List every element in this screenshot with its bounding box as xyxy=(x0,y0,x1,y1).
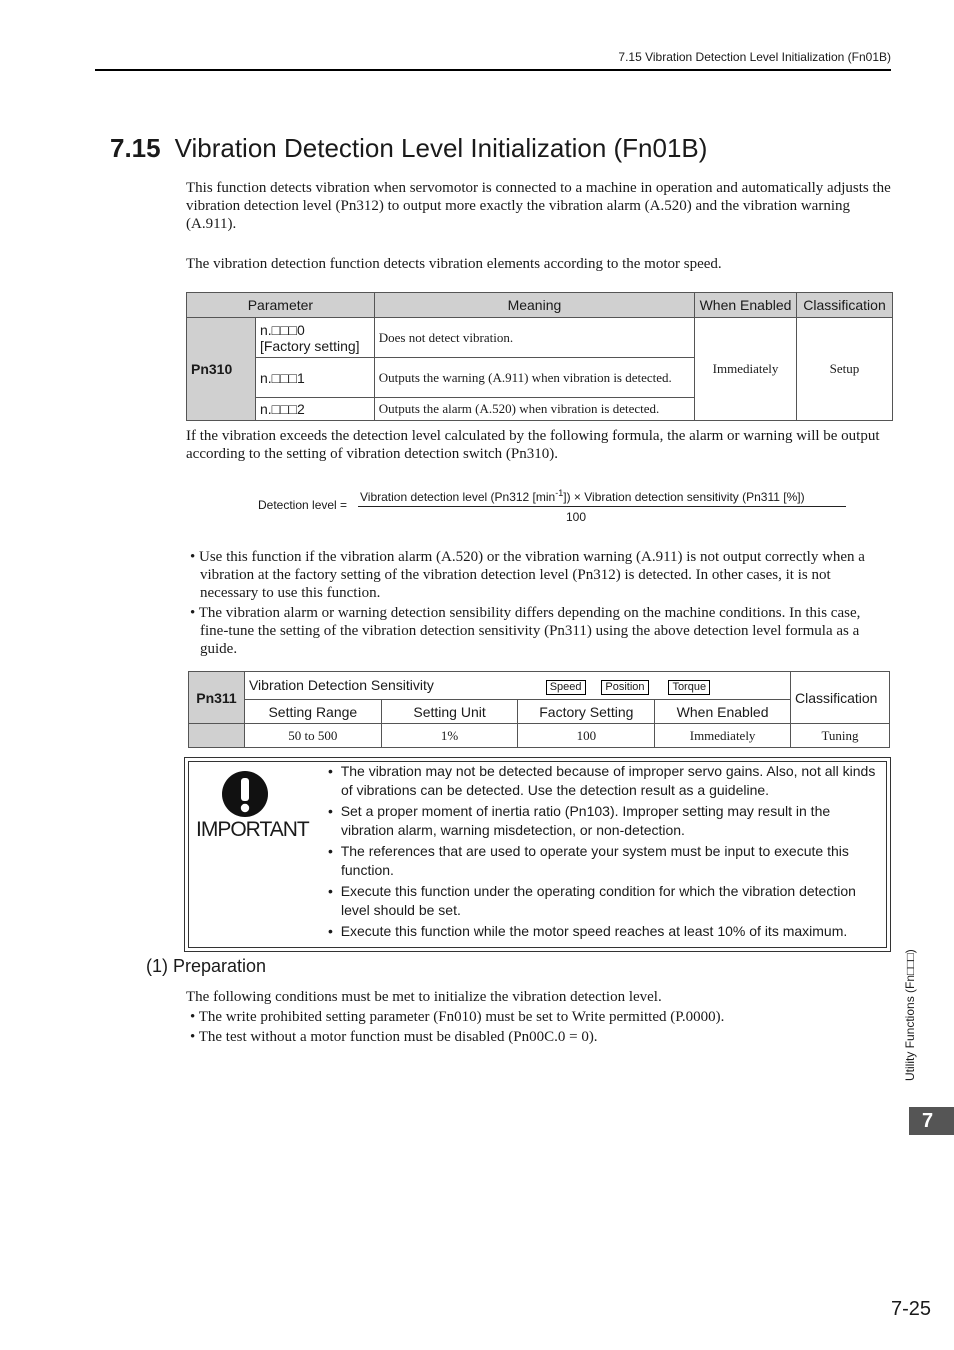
param-code: Pn311 xyxy=(189,672,245,724)
formula-label: Detection level = xyxy=(258,498,348,512)
intro-paragraph-2: The vibration detection function detects vibration elements according to the motor speed. xyxy=(186,256,722,272)
header-when-enabled: When Enabled xyxy=(655,700,791,724)
list-item: • The vibration may not be detected because of improper servo gains. Also, not all kinds of vibrations can be detected. Use the detection result as a guideline. xyxy=(328,763,876,798)
section-title-text: Vibration Detection Level Initialization (Fn01B) xyxy=(174,133,708,163)
meaning-cell: Outputs the warning (A.911) when vibration is detected. xyxy=(374,358,694,398)
list-item: • The write prohibited setting parameter (Fn010) must be set to Write permitted (P.0000). xyxy=(190,1009,725,1025)
meaning-cell: Outputs the alarm (A.520) when vibration is detected. xyxy=(374,398,694,421)
setting-value: n.□□□2 xyxy=(255,398,374,421)
section-title xyxy=(110,133,707,164)
setting-value: n.□□□0 xyxy=(259,321,305,338)
pn310-table xyxy=(186,292,893,421)
setting-value: n.□□□1 xyxy=(255,358,374,398)
param-code-spacer xyxy=(189,724,245,748)
chapter-side-label xyxy=(903,916,925,1081)
list-item-text: The test without a motor function must be disabled (Pn00C.0 = 0). xyxy=(198,1029,598,1045)
param-code: Pn310 xyxy=(187,318,256,421)
header-rule xyxy=(95,69,891,71)
classification-cell: Setup xyxy=(796,318,892,421)
list-item-text: Set a proper moment of inertia ratio (Pn103). Improper setting may result in the vibration alarm, warning misdetection, or non-detection. xyxy=(340,803,831,838)
page-number: 7-25 xyxy=(890,1298,931,1320)
list-item: • The references that are used to operate your system must be input to execute this function. xyxy=(328,843,849,878)
param-name: Vibration Detection Sensitivity xyxy=(248,676,434,693)
when-enabled-cell: Immediately xyxy=(695,318,797,421)
list-item: • Use this function if the vibration alarm (A.520) or the vibration warning (A.911) is not output correctly when a vibration at the factory setting of the vibration detection level (Pn312) is detected. In other cases, it is not necessary to use this function. xyxy=(190,549,865,601)
setting-note: [Factory setting] xyxy=(259,337,360,354)
formula-intro-paragraph: If the vibration exceeds the detection level calculated by the following formula, the alarm or warning will be output according to the setting of vibration detection switch (Pn310). xyxy=(186,428,880,462)
header-classification: Classification xyxy=(796,293,892,318)
usage-notes-list xyxy=(186,548,892,660)
param-name-cell xyxy=(244,672,790,700)
chapter-side-label-text: Utility Functions (Fn□□□) xyxy=(903,949,917,1081)
setting-cell xyxy=(255,318,374,358)
position-tag: Position xyxy=(601,680,648,695)
setting-range-value: 50 to 500 xyxy=(244,724,381,748)
list-item: • Execute this function while the motor speed reaches at least 10% of its maximum. xyxy=(328,923,848,939)
list-item-text: Execute this function under the operating condition for which the vibration detection level should be set. xyxy=(340,883,856,918)
list-item-text: The references that are used to operate your system must be input to execute this function. xyxy=(340,843,849,878)
formula-numerator-b: ]) × Vibration detection sensitivity (Pn311 [%]) xyxy=(563,490,805,504)
list-item-text: Use this function if the vibration alarm (A.520) or the vibration warning (A.911) is not output correctly when a vibration at the factory setting of the vibration detection level (Pn312) is detected. In other cases, it is not necessary to use this function. xyxy=(199,549,865,601)
preparation-heading: (1) Preparation xyxy=(146,956,267,976)
list-item-text: The vibration may not be detected because of improper servo gains. Also, not all kinds of vibrations can be detected. Use the detection result as a guideline. xyxy=(340,763,876,798)
header-factory-setting: Factory Setting xyxy=(518,700,655,724)
header-when-enabled: When Enabled xyxy=(695,293,797,318)
list-item-text: The write prohibited setting parameter (Fn010) must be set to Write permitted (P.0000). xyxy=(198,1009,725,1025)
formula-numerator xyxy=(360,488,805,504)
torque-tag: Torque xyxy=(668,680,710,695)
list-item-text: The vibration alarm or warning detection sensibility differs depending on the machine conditions. In this case, fine-tune the setting of the vibration detection sensitivity (Pn311) using the above detection level formula as a guide. xyxy=(198,605,861,657)
header-parameter: Parameter xyxy=(187,293,375,318)
preparation-list xyxy=(186,1008,892,1048)
formula-denominator: 100 xyxy=(566,510,587,524)
pn311-table xyxy=(188,671,890,748)
list-item: • The test without a motor function must be disabled (Pn00C.0 = 0). xyxy=(190,1029,598,1045)
chapter-tab: 7 xyxy=(909,1107,954,1135)
intro-paragraph: This function detects vibration when servomotor is connected to a machine in operation and automatically adjusts the vibration detection level (Pn312) to output more exactly the vibration alarm (A.520) and the vibration warning (A.911). xyxy=(186,180,891,232)
classification-value: Tuning xyxy=(790,724,889,748)
classification-header: Classification xyxy=(790,672,889,724)
list-item: • Set a proper moment of inertia ratio (Pn103). Improper setting may result in the vibration alarm, warning misdetection, or non-detection. xyxy=(328,803,831,838)
setting-unit-value: 1% xyxy=(381,724,518,748)
factory-setting-value: 100 xyxy=(518,724,655,748)
header-setting-unit: Setting Unit xyxy=(381,700,518,724)
table-row xyxy=(189,724,890,748)
header-meaning: Meaning xyxy=(374,293,694,318)
table-header-row xyxy=(189,700,890,724)
header-setting-range: Setting Range xyxy=(244,700,381,724)
formula-numerator-a: Vibration detection level (Pn312 [min xyxy=(360,490,556,504)
list-item: • The vibration alarm or warning detection sensibility differs depending on the machine conditions. In this case, fine-tune the setting of the vibration detection sensitivity (Pn311) using the above detection level formula as a guide. xyxy=(190,605,861,657)
important-label: IMPORTANT xyxy=(196,818,309,841)
list-item: • Execute this function under the operating condition for which the vibration detection level should be set. xyxy=(328,883,856,918)
section-number: 7.15 xyxy=(110,133,161,163)
table-header-row xyxy=(187,293,893,318)
important-list xyxy=(328,762,884,943)
preparation-paragraph: The following conditions must be met to initialize the vibration detection level. xyxy=(186,989,662,1005)
running-header: 7.15 Vibration Detection Level Initialization (Fn01B) xyxy=(618,50,891,64)
table-row xyxy=(189,672,890,700)
speed-tag: Speed xyxy=(546,680,586,695)
meaning-cell: Does not detect vibration. xyxy=(374,318,694,358)
when-enabled-value: Immediately xyxy=(655,724,791,748)
exclamation-icon xyxy=(221,771,269,822)
formula-fraction-bar xyxy=(358,506,846,507)
list-item-text: Execute this function while the motor speed reaches at least 10% of its maximum. xyxy=(340,923,848,939)
table-row xyxy=(187,318,893,358)
formula-numerator-sup: -1 xyxy=(555,488,564,498)
